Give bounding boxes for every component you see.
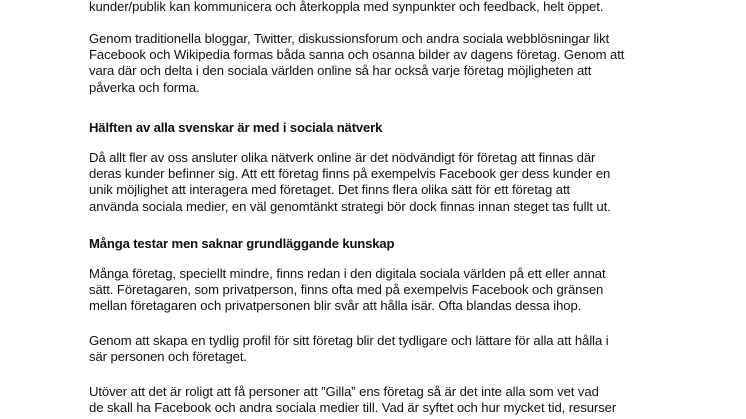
paragraph-gilla — [89, 384, 674, 416]
intro-paragraph — [89, 0, 674, 15]
paragraph-many-companies — [89, 266, 674, 315]
paragraph-networks-online — [89, 150, 674, 215]
paragraph-clear-profile — [89, 333, 674, 365]
paragraph-traditional-blogs — [89, 31, 674, 96]
paragraph1-line-1: Genom traditionella bloggar, Twitter, diskussionsforum och andra sociala webblösningar likt — [89, 31, 610, 46]
paragraph3-line-1: Många företag, speciellt mindre, finns redan i den digitala sociala världen på ett eller annat — [89, 266, 606, 281]
paragraph3-line-3: mellan företagaren och privatpersonen blir svår att hålla isär. Ofta blandas dessa ihop. — [89, 298, 582, 314]
paragraph4-line-1: Genom att skapa en tydlig profil för sitt företag blir det tydligare och lättare för alla att hålla i — [89, 333, 609, 348]
paragraph1-line-4: påverka och forma. — [89, 79, 200, 95]
heading-half-of-swedes — [89, 120, 674, 136]
paragraph5-line-1: Utöver att det är roligt att få personer att ”Gilla” ens företag så är det inte alla som vet vad — [89, 384, 599, 399]
heading-many-test — [89, 236, 674, 252]
paragraph5-line-2: de skall ha Facebook och andra sociala medier till. Vad är syftet och hur mycket tid, resurser — [89, 400, 617, 416]
heading2-text: Många testar men saknar grundläggande kunskap — [89, 236, 395, 251]
paragraph2-line-2: deras kunder befinner sig. Att ett företag finns på exempelvis Facebook ger dess kunder en — [89, 166, 611, 182]
heading1-text: Hälften av alla svenskar är med i sociala nätverk — [89, 120, 383, 135]
intro-line-1: kunder/publik kan kommunicera och återkoppla med synpunkter och feedback, helt öppet. — [89, 0, 604, 14]
paragraph2-line-1: Då allt fler av oss ansluter olika nätverk online är det nödvändigt för företag att finnas där — [89, 150, 596, 165]
paragraph3-line-2: sätt. Företagaren, som privatperson, finns ofta med på exempelvis Facebook och gränsen — [89, 282, 604, 298]
paragraph4-line-2: sär personen och företaget. — [89, 349, 247, 365]
paragraph1-line-3: vara där och delta i den sociala världen online så har också varje företag möjligheten att — [89, 63, 592, 79]
paragraph1-line-2: Facebook och Wikipedia formas båda sanna och osanna bilder av dagens företag. Genom att — [89, 47, 625, 63]
paragraph2-line-4: använda sociala medier, en väl genomtänkt strategi bör dock finnas innan steget tas fullt ut. — [89, 198, 611, 214]
paragraph2-line-3: unik möjlighet att interagera med företaget. Det finns flera olika sätt för ett företag att — [89, 182, 571, 198]
